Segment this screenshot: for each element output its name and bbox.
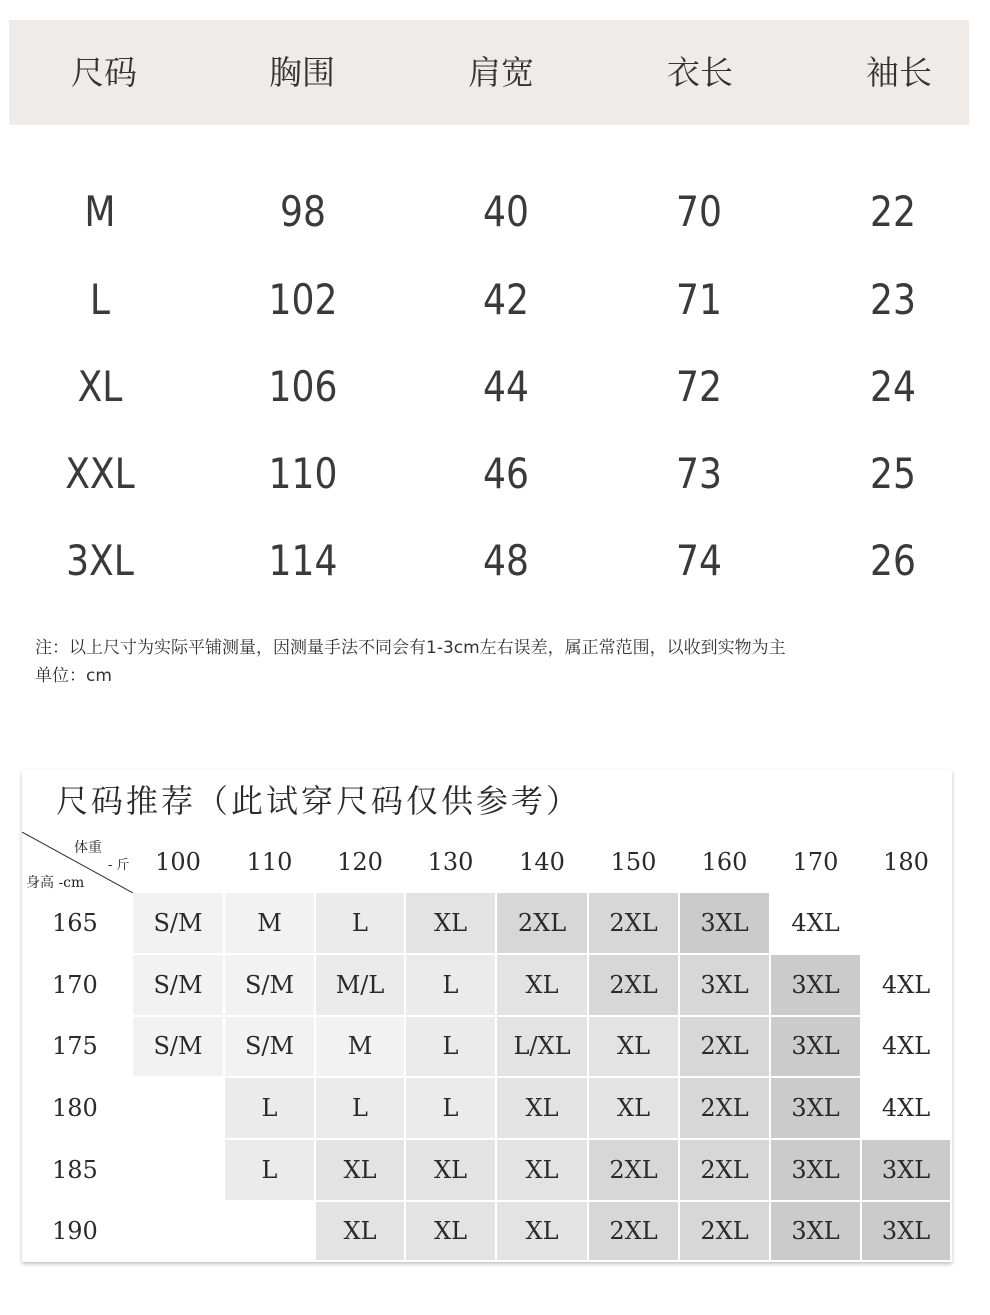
- recommend-cell: 2XL: [589, 955, 678, 1015]
- recommend-cell: 3XL: [771, 1140, 860, 1200]
- unit-note: 单位：cm: [35, 666, 112, 686]
- recommend-cell: [225, 1202, 314, 1260]
- size-recommendation-table: [22, 770, 952, 1262]
- recommend-cell: [133, 1078, 223, 1138]
- table-corner: [22, 832, 133, 893]
- recommend-cell: S/M: [133, 1017, 223, 1076]
- recommend-cell: 2XL: [497, 893, 587, 953]
- corner-weight-label: 体重: [74, 840, 102, 856]
- recommend-cell: M: [316, 1017, 404, 1076]
- size-row: [0, 521, 990, 601]
- size-cell-size: M: [84, 187, 116, 236]
- size-row: [0, 172, 990, 252]
- size-cell-sleeve: 24: [870, 362, 916, 411]
- recommend-cell: 2XL: [589, 1140, 678, 1200]
- recommend-cell: S/M: [225, 1017, 314, 1076]
- recommend-cell: M/L: [316, 955, 404, 1015]
- measurement-note: 注：以上尺寸为实际平铺测量，因测量手法不同会有1-3cm左右误差，属正常范围，以收到实物为主: [35, 638, 786, 658]
- corner-height-label: 身高 -cm: [26, 875, 85, 891]
- size-row: [0, 260, 990, 340]
- header-sleeve: 袖长: [866, 53, 932, 92]
- recommend-cell: XL: [497, 1140, 587, 1200]
- recommend-cell: XL: [316, 1202, 404, 1260]
- size-cell-sleeve: 26: [870, 536, 916, 585]
- size-cell-sleeve: 22: [870, 187, 916, 236]
- size-cell-length: 74: [676, 536, 722, 585]
- recommend-cell: 2XL: [680, 1202, 769, 1260]
- header-size: 尺码: [71, 53, 137, 92]
- recommend-cell: XL: [497, 1202, 587, 1260]
- weight-header-cell: 100: [133, 832, 223, 893]
- recommend-cell: 3XL: [771, 1078, 860, 1138]
- recommend-cell: S/M: [133, 893, 223, 953]
- size-row: [0, 434, 990, 514]
- weight-header-cell: 140: [497, 832, 587, 893]
- size-cell-chest: 106: [268, 362, 338, 411]
- size-cell-length: 71: [676, 275, 722, 324]
- header-length: 衣长: [667, 53, 733, 92]
- recommendation-title: 尺码推荐（此试穿尺码仅供参考）: [56, 782, 582, 820]
- header-shoulder: 肩宽: [468, 53, 534, 92]
- recommend-cell: M: [225, 893, 314, 953]
- recommend-cell: L: [406, 1017, 495, 1076]
- size-cell-length: 70: [676, 187, 722, 236]
- recommend-cell: 4XL: [862, 1078, 950, 1138]
- size-table-header: [9, 20, 969, 125]
- recommend-cell: XL: [406, 893, 495, 953]
- recommend-cell: L: [316, 893, 404, 953]
- recommend-cell: XL: [497, 1078, 587, 1138]
- size-cell-shoulder: 46: [483, 449, 529, 498]
- weight-header-cell: 180: [862, 832, 950, 893]
- recommend-cell: 2XL: [680, 1140, 769, 1200]
- recommend-cell: XL: [589, 1078, 678, 1138]
- recommend-cell: 4XL: [862, 1017, 950, 1076]
- recommend-cell: L: [225, 1140, 314, 1200]
- size-cell-shoulder: 42: [483, 275, 529, 324]
- weight-header-cell: 150: [589, 832, 678, 893]
- header-chest: 胸围: [269, 53, 335, 92]
- recommend-cell: 3XL: [680, 955, 769, 1015]
- size-cell-length: 73: [676, 449, 722, 498]
- weight-header-cell: 160: [680, 832, 769, 893]
- height-header-cell: 175: [22, 1017, 131, 1076]
- recommend-cell: 4XL: [771, 893, 860, 953]
- recommend-cell: 3XL: [680, 893, 769, 953]
- recommend-cell: L: [406, 955, 495, 1015]
- recommend-cell: 2XL: [589, 893, 678, 953]
- recommend-cell: S/M: [133, 955, 223, 1015]
- weight-header-cell: 170: [771, 832, 860, 893]
- size-cell-shoulder: 48: [483, 536, 529, 585]
- recommend-cell: XL: [406, 1140, 495, 1200]
- recommend-cell: [133, 1140, 223, 1200]
- size-cell-chest: 102: [268, 275, 338, 324]
- recommend-cell: 2XL: [680, 1078, 769, 1138]
- recommend-cell: L: [406, 1078, 495, 1138]
- height-header-cell: 190: [22, 1202, 131, 1260]
- height-header-cell: 180: [22, 1078, 131, 1138]
- size-cell-size: 3XL: [66, 536, 134, 585]
- recommend-cell: 2XL: [589, 1202, 678, 1260]
- recommend-cell: 3XL: [862, 1140, 950, 1200]
- size-cell-sleeve: 25: [870, 449, 916, 498]
- height-header-cell: 185: [22, 1140, 131, 1200]
- recommend-cell: XL: [497, 955, 587, 1015]
- recommend-cell: [133, 1202, 223, 1260]
- size-cell-chest: 110: [268, 449, 338, 498]
- recommend-cell: 2XL: [680, 1017, 769, 1076]
- recommend-cell: L: [225, 1078, 314, 1138]
- size-cell-size: XXL: [65, 449, 135, 498]
- weight-header-cell: 110: [225, 832, 314, 893]
- size-cell-sleeve: 23: [870, 275, 916, 324]
- size-cell-size: L: [89, 275, 111, 324]
- recommend-cell: L: [316, 1078, 404, 1138]
- recommend-cell: 3XL: [771, 955, 860, 1015]
- weight-header-cell: 120: [316, 832, 404, 893]
- recommend-cell: XL: [406, 1202, 495, 1260]
- size-cell-length: 72: [676, 362, 722, 411]
- recommend-cell: 4XL: [862, 955, 950, 1015]
- size-cell-shoulder: 44: [483, 362, 529, 411]
- size-cell-size: XL: [77, 362, 123, 411]
- size-cell-chest: 114: [268, 536, 338, 585]
- weight-header-cell: 130: [406, 832, 495, 893]
- corner-weight-unit: - 斤: [108, 858, 130, 873]
- height-header-cell: 165: [22, 893, 131, 953]
- recommend-cell: L/XL: [497, 1017, 587, 1076]
- recommend-cell: [862, 893, 950, 953]
- recommend-cell: S/M: [225, 955, 314, 1015]
- size-row: [0, 347, 990, 427]
- recommend-cell: XL: [589, 1017, 678, 1076]
- recommend-cell: 3XL: [771, 1017, 860, 1076]
- recommend-cell: XL: [316, 1140, 404, 1200]
- size-cell-shoulder: 40: [483, 187, 529, 236]
- size-cell-chest: 98: [280, 187, 326, 236]
- recommend-cell: 3XL: [771, 1202, 860, 1260]
- height-header-cell: 170: [22, 955, 131, 1015]
- recommend-cell: 3XL: [862, 1202, 950, 1260]
